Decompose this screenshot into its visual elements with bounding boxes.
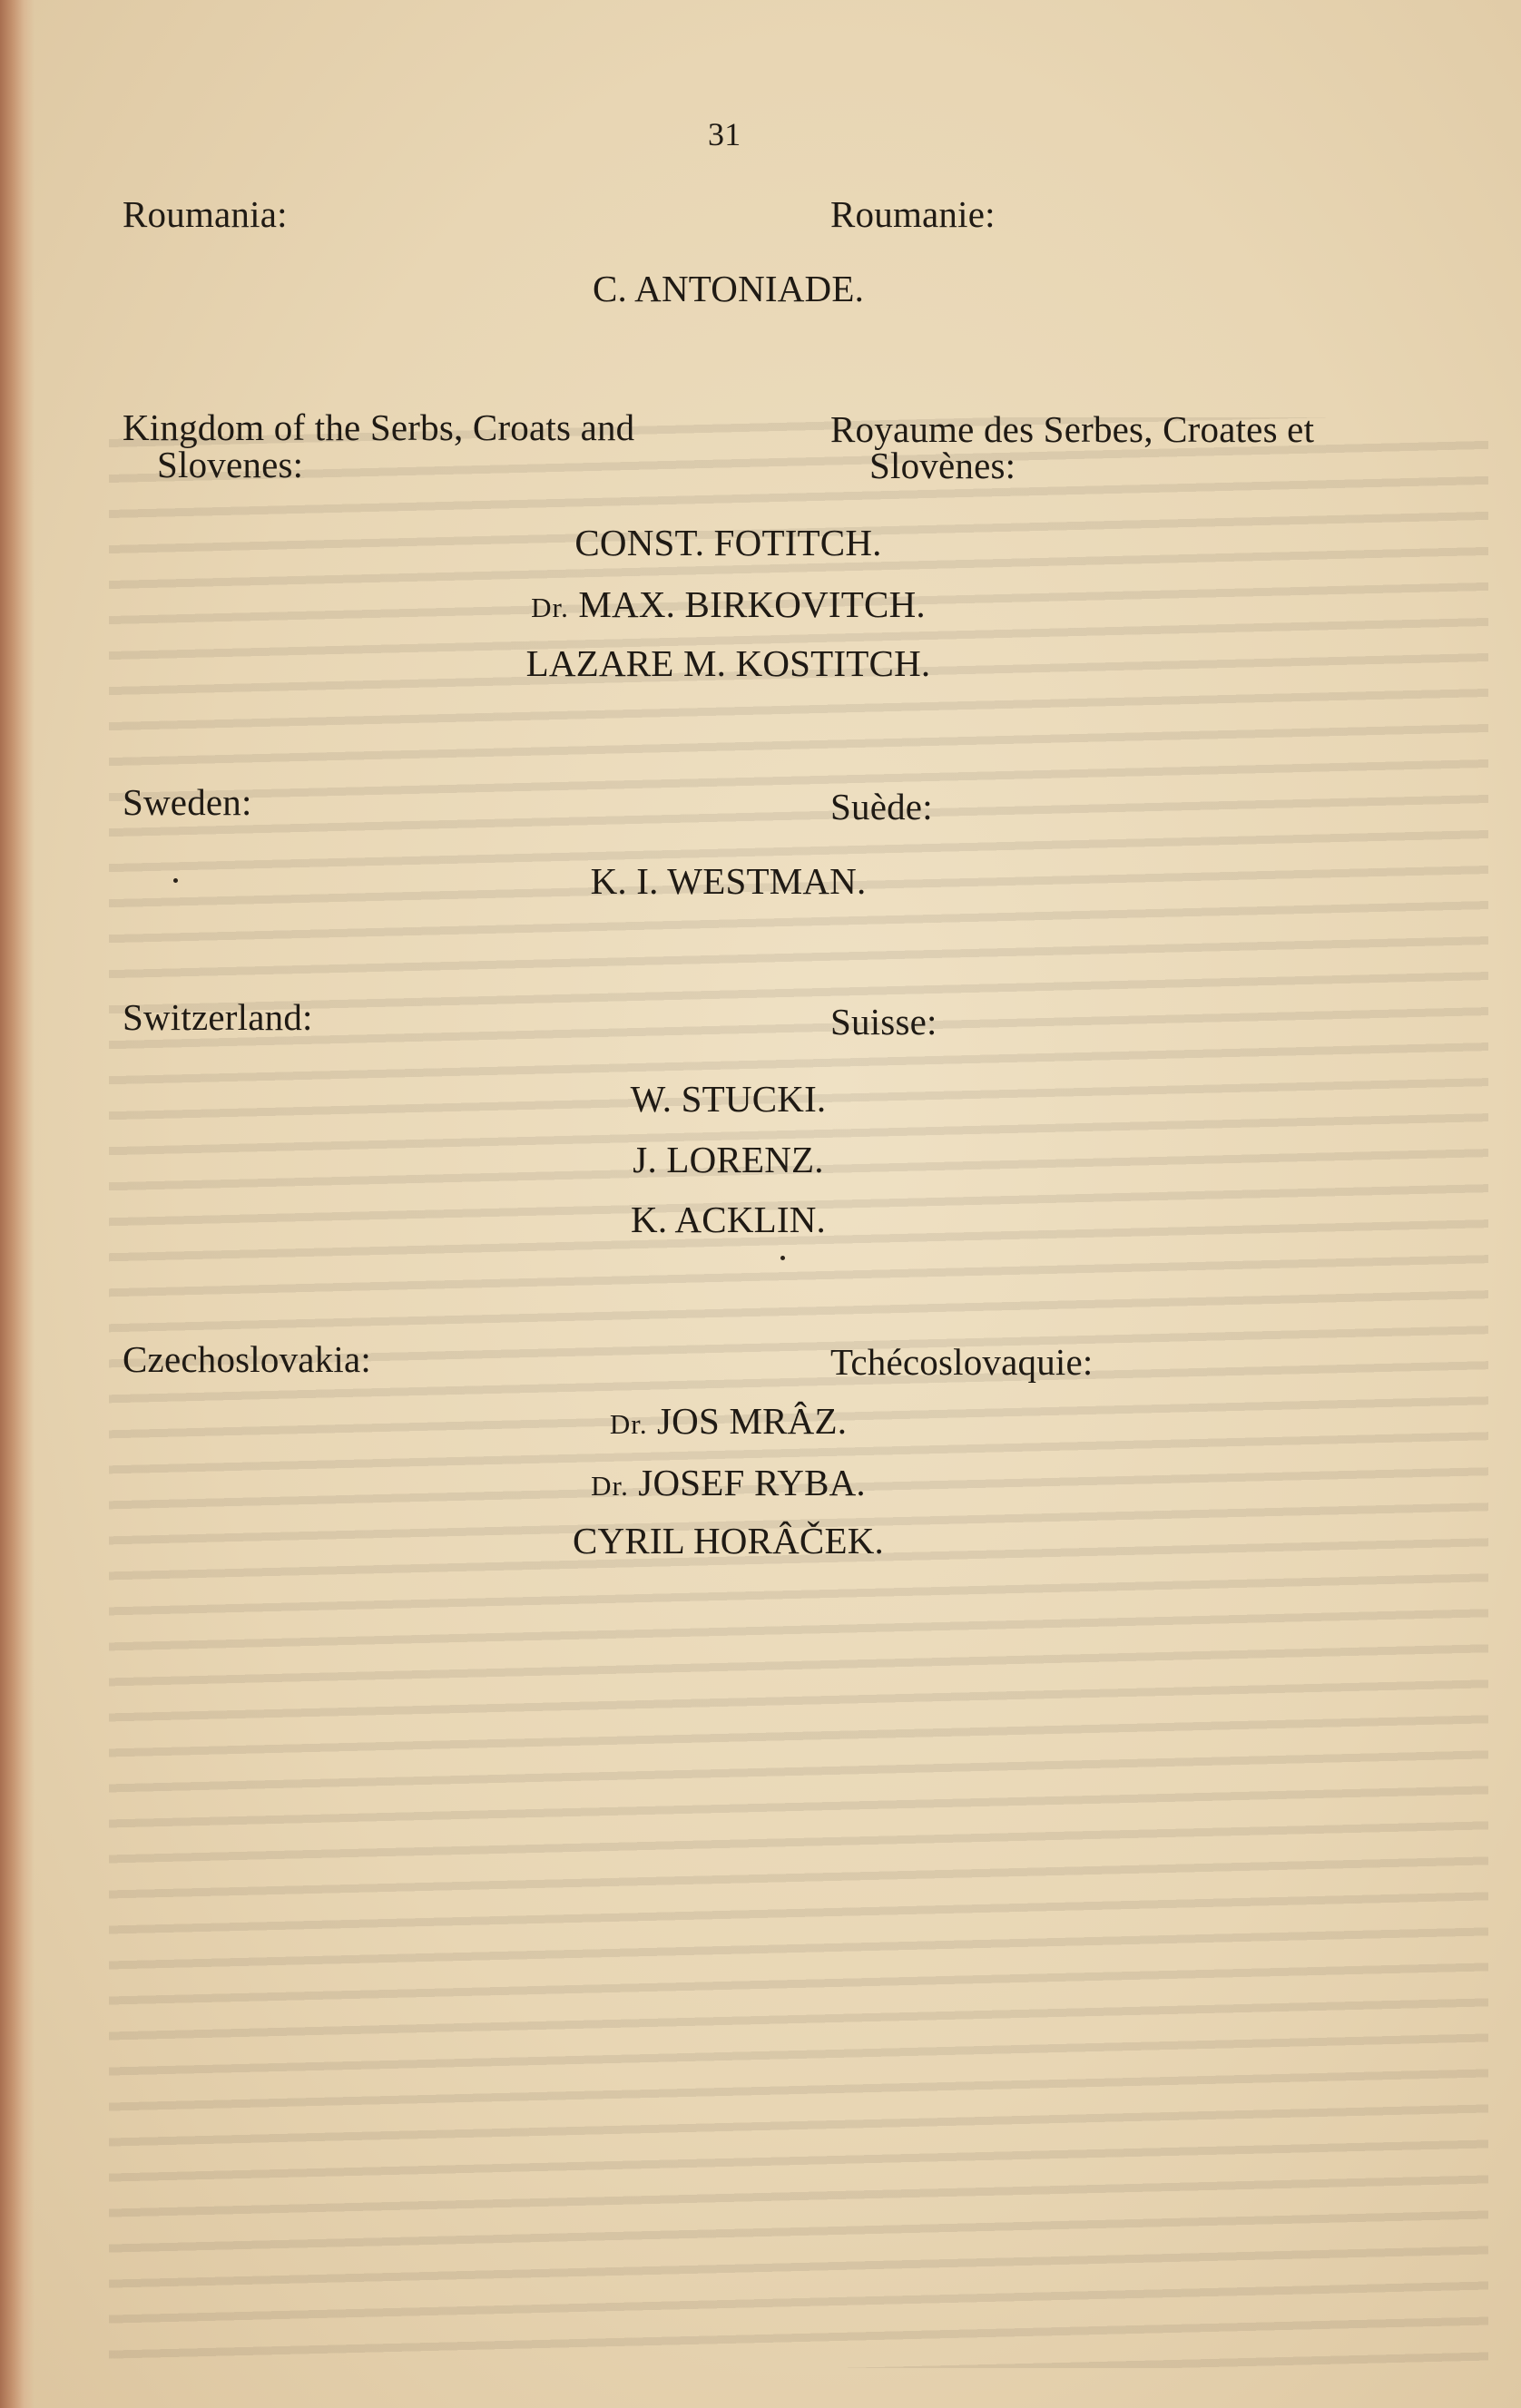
country-label-fr-serbes-croates-slovenes-line2: Slovènes:: [869, 445, 1016, 486]
stray-dot: [780, 1256, 785, 1260]
signatory-name: Dr. JOS MRÂZ.: [609, 1400, 848, 1442]
page-number: 31: [708, 116, 741, 152]
country-label-en-serbs-croats-slovenes: Kingdom of the Serbs, Croats and: [123, 406, 635, 448]
signatory-name: K. I. WESTMAN.: [590, 860, 867, 902]
signatory-name: W. STUCKI.: [630, 1078, 827, 1120]
country-label-en-czechoslovakia: Czechoslovakia:: [123, 1338, 371, 1380]
country-label-en-serbs-croats-slovenes-line2: Slovenes:: [157, 444, 304, 485]
country-label-fr-serbes-croates-slovenes: Royaume des Serbes, Croates et: [830, 408, 1315, 450]
country-label-fr-tchecoslovaquie: Tchécoslovaquie:: [830, 1341, 1094, 1383]
signatory-name: LAZARE M. KOSTITCH.: [525, 642, 931, 684]
country-label-fr-suisse: Suisse:: [830, 1001, 937, 1042]
country-label-fr-suede: Suède:: [830, 786, 933, 827]
signatory-name: CYRIL HORÂČEK.: [573, 1520, 884, 1561]
country-label-en-switzerland: Switzerland:: [123, 996, 313, 1038]
signatory-name: C. ANTONIADE.: [592, 268, 865, 309]
country-label-fr-roumanie: Roumanie:: [830, 193, 996, 235]
signatory-name: K. ACKLIN.: [631, 1199, 826, 1240]
signatory-name: Dr. MAX. BIRKOVITCH.: [531, 583, 926, 625]
country-label-en-sweden: Sweden:: [123, 781, 252, 823]
signatory-name: CONST. FOTITCH.: [574, 522, 882, 563]
show-through-text: [109, 417, 1488, 2368]
signatory-name: Dr. JOSEF RYBA.: [591, 1462, 866, 1503]
signatory-name: J. LORENZ.: [633, 1139, 824, 1180]
country-label-en-roumania: Roumania:: [123, 193, 288, 235]
